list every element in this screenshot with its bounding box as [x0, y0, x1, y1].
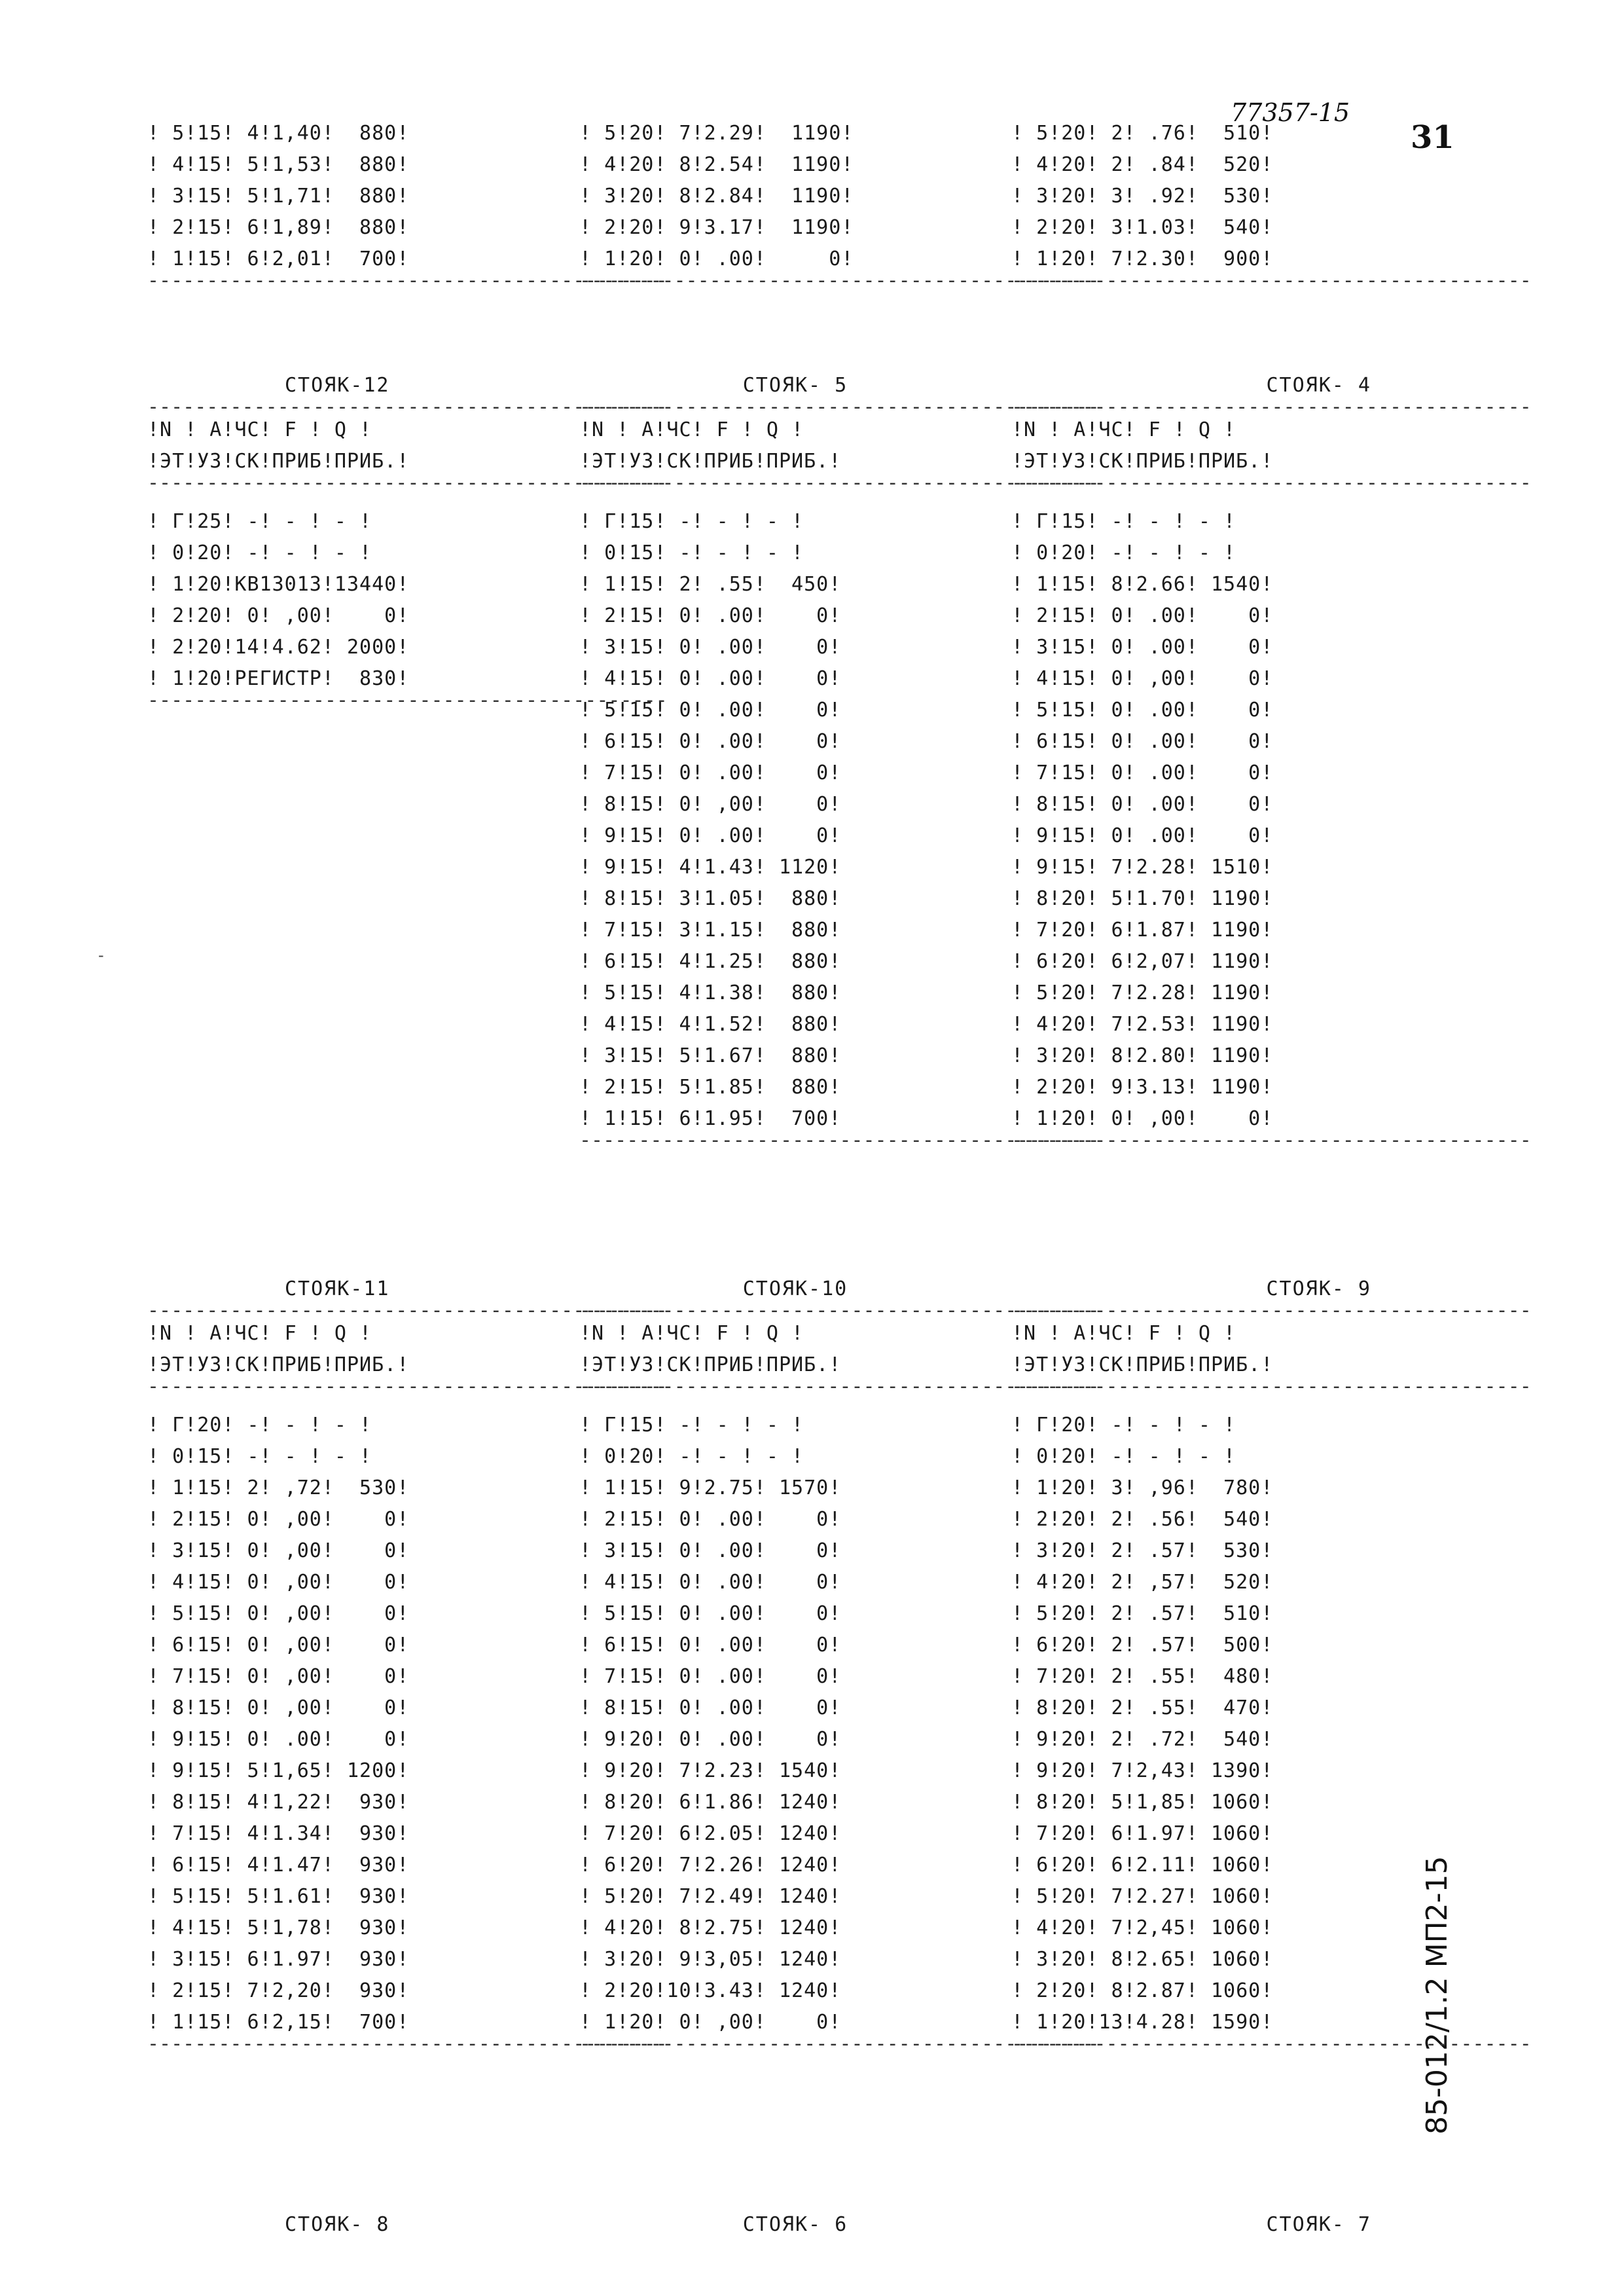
table-row: ! 1!20! 7!2.30! 900!	[1011, 247, 1274, 270]
table-row: ! 4!15! 5!1,78! 930!	[147, 1916, 410, 1939]
table-header: !N ! А!ЧС! F ! Q !	[579, 1322, 804, 1345]
table-row: ! 0!15! -! - ! - !	[147, 1445, 372, 1468]
table-row: ! 5!20! 7!2.29! 1190!	[579, 122, 854, 145]
table-row: ! Г!15! -! - ! - !	[579, 510, 804, 533]
table-row: ! 0!20! -! - ! - !	[1011, 1445, 1236, 1468]
riser-table	[1011, 370, 1532, 1152]
table-header: !ЭТ!УЗ!СК!ПРИБ!ПРИБ.!	[1011, 450, 1274, 473]
table-row: ! 6!20! 7!2.26! 1240!	[579, 1854, 842, 1877]
table-row: ! 5!15! 0! .00! 0!	[1011, 699, 1274, 722]
table-row: ! 2!15! 5!1.85! 880!	[579, 1076, 842, 1099]
table-row: ! 6!20! 6!2,07! 1190!	[1011, 950, 1274, 973]
side-document-code: 85-012/1.2 МП2-15	[1420, 1856, 1454, 2135]
rule: --------------------------------------------	[147, 1299, 668, 1322]
riser-title: СТОЯК-11	[285, 1277, 390, 1300]
table-row: ! 1!20!КВ13013!13440!	[147, 573, 410, 596]
table-row: ! 2!15! 6!1,89! 880!	[147, 216, 410, 239]
table-row: ! 4!15! 0! ,00! 0!	[147, 1571, 410, 1594]
table-row: ! 3!15! 0! ,00! 0!	[147, 1539, 410, 1562]
table-row: ! 6!15! 0! ,00! 0!	[147, 1634, 410, 1657]
rule: --------------------------------------------	[1011, 1299, 1532, 1322]
table-row: ! 1!20! 3! ,96! 780!	[1011, 1476, 1274, 1499]
table-row: ! 5!20! 7!2.27! 1060!	[1011, 1885, 1274, 1908]
rule: --------------------------------------------	[1011, 471, 1532, 494]
table-header: !ЭТ!УЗ!СК!ПРИБ!ПРИБ.!	[579, 450, 842, 473]
top-rows-mid	[579, 118, 1011, 275]
rule: --------------------------------------------	[147, 689, 668, 712]
table-row: ! 8!15! 0! ,00! 0!	[579, 793, 842, 816]
table-row: ! 3!20! 2! .57! 530!	[1011, 1539, 1274, 1562]
table-row: ! 7!15! 3!1.15! 880!	[579, 919, 842, 942]
table-header: !N ! А!ЧС! F ! Q !	[579, 418, 804, 441]
table-row: ! 4!20! 2! ,57! 520!	[1011, 1571, 1274, 1594]
table-header: !ЭТ!УЗ!СК!ПРИБ!ПРИБ.!	[579, 1353, 842, 1376]
rule: --------------------------------------------	[1011, 1129, 1532, 1152]
riser-title: СТОЯК- 5	[742, 374, 848, 397]
table-row: ! 4!15! 0! ,00! 0!	[1011, 667, 1274, 690]
table-row: ! 0!15! -! - ! - !	[579, 541, 804, 564]
table-header: !ЭТ!УЗ!СК!ПРИБ!ПРИБ.!	[147, 1353, 410, 1376]
table-row: ! 9!15! 7!2.28! 1510!	[1011, 856, 1274, 879]
table-row: ! 1!15! 9!2.75! 1570!	[579, 1476, 842, 1499]
table-header: !N ! А!ЧС! F ! Q !	[147, 1322, 372, 1345]
table-row: ! 3!15! 0! .00! 0!	[579, 636, 842, 659]
table-row: ! 5!15! 4!1.38! 880!	[579, 981, 842, 1004]
rule: --------------------------------------------	[147, 1375, 668, 1398]
rule: --------------------------------------------	[147, 395, 668, 418]
riser-title: СТОЯК-10	[742, 1277, 848, 1300]
table-row: ! 3!20! 8!2.65! 1060!	[1011, 1948, 1274, 1971]
table-header: !N ! А!ЧС! F ! Q !	[147, 418, 372, 441]
table-row: ! 9!15! 5!1,65! 1200!	[147, 1759, 410, 1782]
table-row: ! 5!20! 7!2.28! 1190!	[1011, 981, 1274, 1004]
rule: --------------------------------------------	[579, 269, 1100, 292]
table-row: ! 4!15! 0! .00! 0!	[579, 1571, 842, 1594]
table-row: ! 2!15! 7!2,20! 930!	[147, 1979, 410, 2002]
table-row: ! 9!15! 0! .00! 0!	[579, 824, 842, 847]
table-row: ! 3!20! 3! .92! 530!	[1011, 185, 1274, 208]
table-row: ! 5!15! 0! .00! 0!	[579, 699, 842, 722]
table-row: ! 1!20!13!4.28! 1590!	[1011, 2011, 1274, 2034]
table-row: ! 1!20!РЕГИСТР! 830!	[147, 667, 410, 690]
table-row: ! 6!20! 2! .57! 500!	[1011, 1634, 1274, 1657]
riser-table	[579, 370, 1100, 1152]
table-row: ! 1!15! 2! ,72! 530!	[147, 1476, 410, 1499]
table-row: ! 9!20! 7!2.23! 1540!	[579, 1759, 842, 1782]
table-row: ! 2!20!14!4.62! 2000!	[147, 636, 410, 659]
table-header: !ЭТ!УЗ!СК!ПРИБ!ПРИБ.!	[147, 450, 410, 473]
table-row: ! 7!15! 0! .00! 0!	[579, 1665, 842, 1688]
table-row: ! 0!20! -! - ! - !	[1011, 541, 1236, 564]
riser-title: СТОЯК-12	[285, 374, 390, 397]
table-row: ! 4!20! 7!2,45! 1060!	[1011, 1916, 1274, 1939]
riser-table	[579, 1274, 1100, 2055]
table-row: ! 7!15! 4!1.34! 930!	[147, 1822, 410, 1845]
rule: --------------------------------------------	[147, 2032, 668, 2055]
top-block-mid	[579, 118, 1100, 292]
table-row: ! 7!20! 2! .55! 480!	[1011, 1665, 1274, 1688]
rule: --------------------------------------------	[579, 2032, 1100, 2055]
page-number: 31	[1411, 119, 1454, 156]
table-row: ! 8!20! 5!1.70! 1190!	[1011, 887, 1274, 910]
riser-table	[147, 370, 668, 712]
riser-table	[147, 1274, 668, 2055]
table-row: ! 6!15! 4!1.25! 880!	[579, 950, 842, 973]
top-rows-left	[147, 118, 579, 275]
table-row: ! 4!15! 5!1,53! 880!	[147, 153, 410, 176]
table-header: !N ! А!ЧС! F ! Q !	[1011, 1322, 1236, 1345]
table-row: ! 2!15! 0! .00! 0!	[579, 1508, 842, 1531]
table-row: ! 2!20! 9!3.17! 1190!	[579, 216, 854, 239]
handwritten-doc-code: 77357-15	[1231, 98, 1350, 127]
table-row: ! 7!20! 6!1.87! 1190!	[1011, 919, 1274, 942]
table-row: ! 5!15! 0! ,00! 0!	[147, 1602, 410, 1625]
table-row: ! 5!20! 7!2.49! 1240!	[579, 1885, 842, 1908]
table-row: ! 5!15! 0! .00! 0!	[579, 1602, 842, 1625]
table-row: ! 2!20! 3!1.03! 540!	[1011, 216, 1274, 239]
table-row: ! 2!15! 0! .00! 0!	[579, 604, 842, 627]
bottom-title-right: СТОЯК- 7	[1266, 2213, 1371, 2236]
table-row: ! 5!20! 2! .76! 510!	[1011, 122, 1274, 145]
table-row: ! 8!20! 6!1.86! 1240!	[579, 1791, 842, 1814]
table-row: ! 4!20! 2! .84! 520!	[1011, 153, 1274, 176]
rule: --------------------------------------------	[147, 471, 668, 494]
top-block-left	[147, 118, 668, 292]
table-header: !N ! А!ЧС! F ! Q !	[1011, 418, 1236, 441]
table-row: ! 2!15! 0! .00! 0!	[1011, 604, 1274, 627]
bottom-title-left: СТОЯК- 8	[285, 2213, 390, 2236]
table-header: !ЭТ!УЗ!СК!ПРИБ!ПРИБ.!	[1011, 1353, 1274, 1376]
table-row: ! 7!20! 6!2.05! 1240!	[579, 1822, 842, 1845]
rule: --------------------------------------------	[579, 1129, 1100, 1152]
table-row: ! 4!20! 7!2.53! 1190!	[1011, 1013, 1274, 1036]
rule: --------------------------------------------	[147, 269, 668, 292]
table-row: ! 2!20! 9!3.13! 1190!	[1011, 1076, 1274, 1099]
table-row: ! 6!15! 4!1.47! 930!	[147, 1854, 410, 1877]
rule: --------------------------------------------	[1011, 395, 1532, 418]
table-row: ! 2!15! 0! ,00! 0!	[147, 1508, 410, 1531]
table-row: ! Г!25! -! - ! - !	[147, 510, 372, 533]
table-row: ! 1!15! 6!2,15! 700!	[147, 2011, 410, 2034]
table-row: ! 3!15! 5!1,71! 880!	[147, 185, 410, 208]
table-row: ! 5!15! 4!1,40! 880!	[147, 122, 410, 145]
table-row: ! 6!20! 6!2.11! 1060!	[1011, 1854, 1274, 1877]
rule: --------------------------------------------	[579, 395, 1100, 418]
top-rows-right	[1011, 118, 1443, 275]
table-row: ! 9!20! 7!2,43! 1390!	[1011, 1759, 1274, 1782]
table-row: ! 2!20! 2! .56! 540!	[1011, 1508, 1274, 1531]
table-row: ! 1!15! 8!2.66! 1540!	[1011, 573, 1274, 596]
table-row: ! 3!20! 9!3,05! 1240!	[579, 1948, 842, 1971]
table-row: ! 2!20! 0! ,00! 0!	[147, 604, 410, 627]
table-row: ! 4!20! 8!2.54! 1190!	[579, 153, 854, 176]
table-row: ! 8!15! 0! .00! 0!	[579, 1696, 842, 1719]
table-row: ! 1!15! 6!2,01! 700!	[147, 247, 410, 270]
table-row: ! 0!20! -! - ! - !	[579, 1445, 804, 1468]
rule: --------------------------------------------	[1011, 2032, 1532, 2055]
rule: --------------------------------------------	[579, 471, 1100, 494]
table-row: ! 7!20! 6!1.97! 1060!	[1011, 1822, 1274, 1845]
margin-mark: -	[98, 946, 104, 964]
table-row: ! Г!20! -! - ! - !	[1011, 1414, 1236, 1437]
table-row: ! 9!15! 0! .00! 0!	[1011, 824, 1274, 847]
table-row: ! 3!15! 6!1.97! 930!	[147, 1948, 410, 1971]
table-row: ! Г!15! -! - ! - !	[1011, 510, 1236, 533]
table-row: ! 3!15! 0! .00! 0!	[579, 1539, 842, 1562]
table-row: ! 5!15! 5!1.61! 930!	[147, 1885, 410, 1908]
table-row: ! 7!15! 0! .00! 0!	[579, 761, 842, 784]
table-row: ! 6!15! 0! .00! 0!	[579, 730, 842, 753]
table-row: ! 1!15! 2! .55! 450!	[579, 573, 842, 596]
rule: --------------------------------------------	[1011, 269, 1532, 292]
table-row: ! 7!15! 0! ,00! 0!	[147, 1665, 410, 1688]
table-row: ! 5!20! 2! .57! 510!	[1011, 1602, 1274, 1625]
table-row: ! 6!15! 0! .00! 0!	[1011, 730, 1274, 753]
riser-title: СТОЯК- 4	[1266, 374, 1371, 397]
table-row: ! 8!20! 2! .55! 470!	[1011, 1696, 1274, 1719]
rule: --------------------------------------------	[579, 1299, 1100, 1322]
table-row: ! 9!20! 2! .72! 540!	[1011, 1728, 1274, 1751]
table-row: ! 4!20! 8!2.75! 1240!	[579, 1916, 842, 1939]
table-row: ! 8!15! 4!1,22! 930!	[147, 1791, 410, 1814]
table-row: ! Г!15! -! - ! - !	[579, 1414, 804, 1437]
table-row: ! 1!15! 6!1.95! 700!	[579, 1107, 842, 1130]
table-row: ! 3!20! 8!2.80! 1190!	[1011, 1044, 1274, 1067]
table-row: ! 3!15! 0! .00! 0!	[1011, 636, 1274, 659]
table-row: ! 1!20! 0! ,00! 0!	[579, 2011, 842, 2034]
riser-title: СТОЯК- 9	[1266, 1277, 1371, 1300]
table-row: ! 3!15! 5!1.67! 880!	[579, 1044, 842, 1067]
table-row: ! 4!15! 4!1.52! 880!	[579, 1013, 842, 1036]
table-row: ! Г!20! -! - ! - !	[147, 1414, 372, 1437]
table-row: ! 0!20! -! - ! - !	[147, 541, 372, 564]
table-row: ! 2!20!10!3.43! 1240!	[579, 1979, 842, 2002]
table-row: ! 8!15! 0! .00! 0!	[1011, 793, 1274, 816]
top-block-right	[1011, 118, 1532, 292]
table-row: ! 8!15! 0! ,00! 0!	[147, 1696, 410, 1719]
bottom-title-mid: СТОЯК- 6	[742, 2213, 848, 2236]
table-row: ! 2!20! 8!2.87! 1060!	[1011, 1979, 1274, 2002]
table-row: ! 8!15! 3!1.05! 880!	[579, 887, 842, 910]
table-row: ! 8!20! 5!1,85! 1060!	[1011, 1791, 1274, 1814]
table-row: ! 9!15! 0! .00! 0!	[147, 1728, 410, 1751]
table-row: ! 9!20! 0! .00! 0!	[579, 1728, 842, 1751]
rule: --------------------------------------------	[579, 1375, 1100, 1398]
rule: --------------------------------------------	[1011, 1375, 1532, 1398]
table-row: ! 6!15! 0! .00! 0!	[579, 1634, 842, 1657]
table-row: ! 4!15! 0! .00! 0!	[579, 667, 842, 690]
table-row: ! 3!20! 8!2.84! 1190!	[579, 185, 854, 208]
table-row: ! 9!15! 4!1.43! 1120!	[579, 856, 842, 879]
table-row: ! 1!20! 0! .00! 0!	[579, 247, 854, 270]
table-row: ! 1!20! 0! ,00! 0!	[1011, 1107, 1274, 1130]
table-row: ! 7!15! 0! .00! 0!	[1011, 761, 1274, 784]
